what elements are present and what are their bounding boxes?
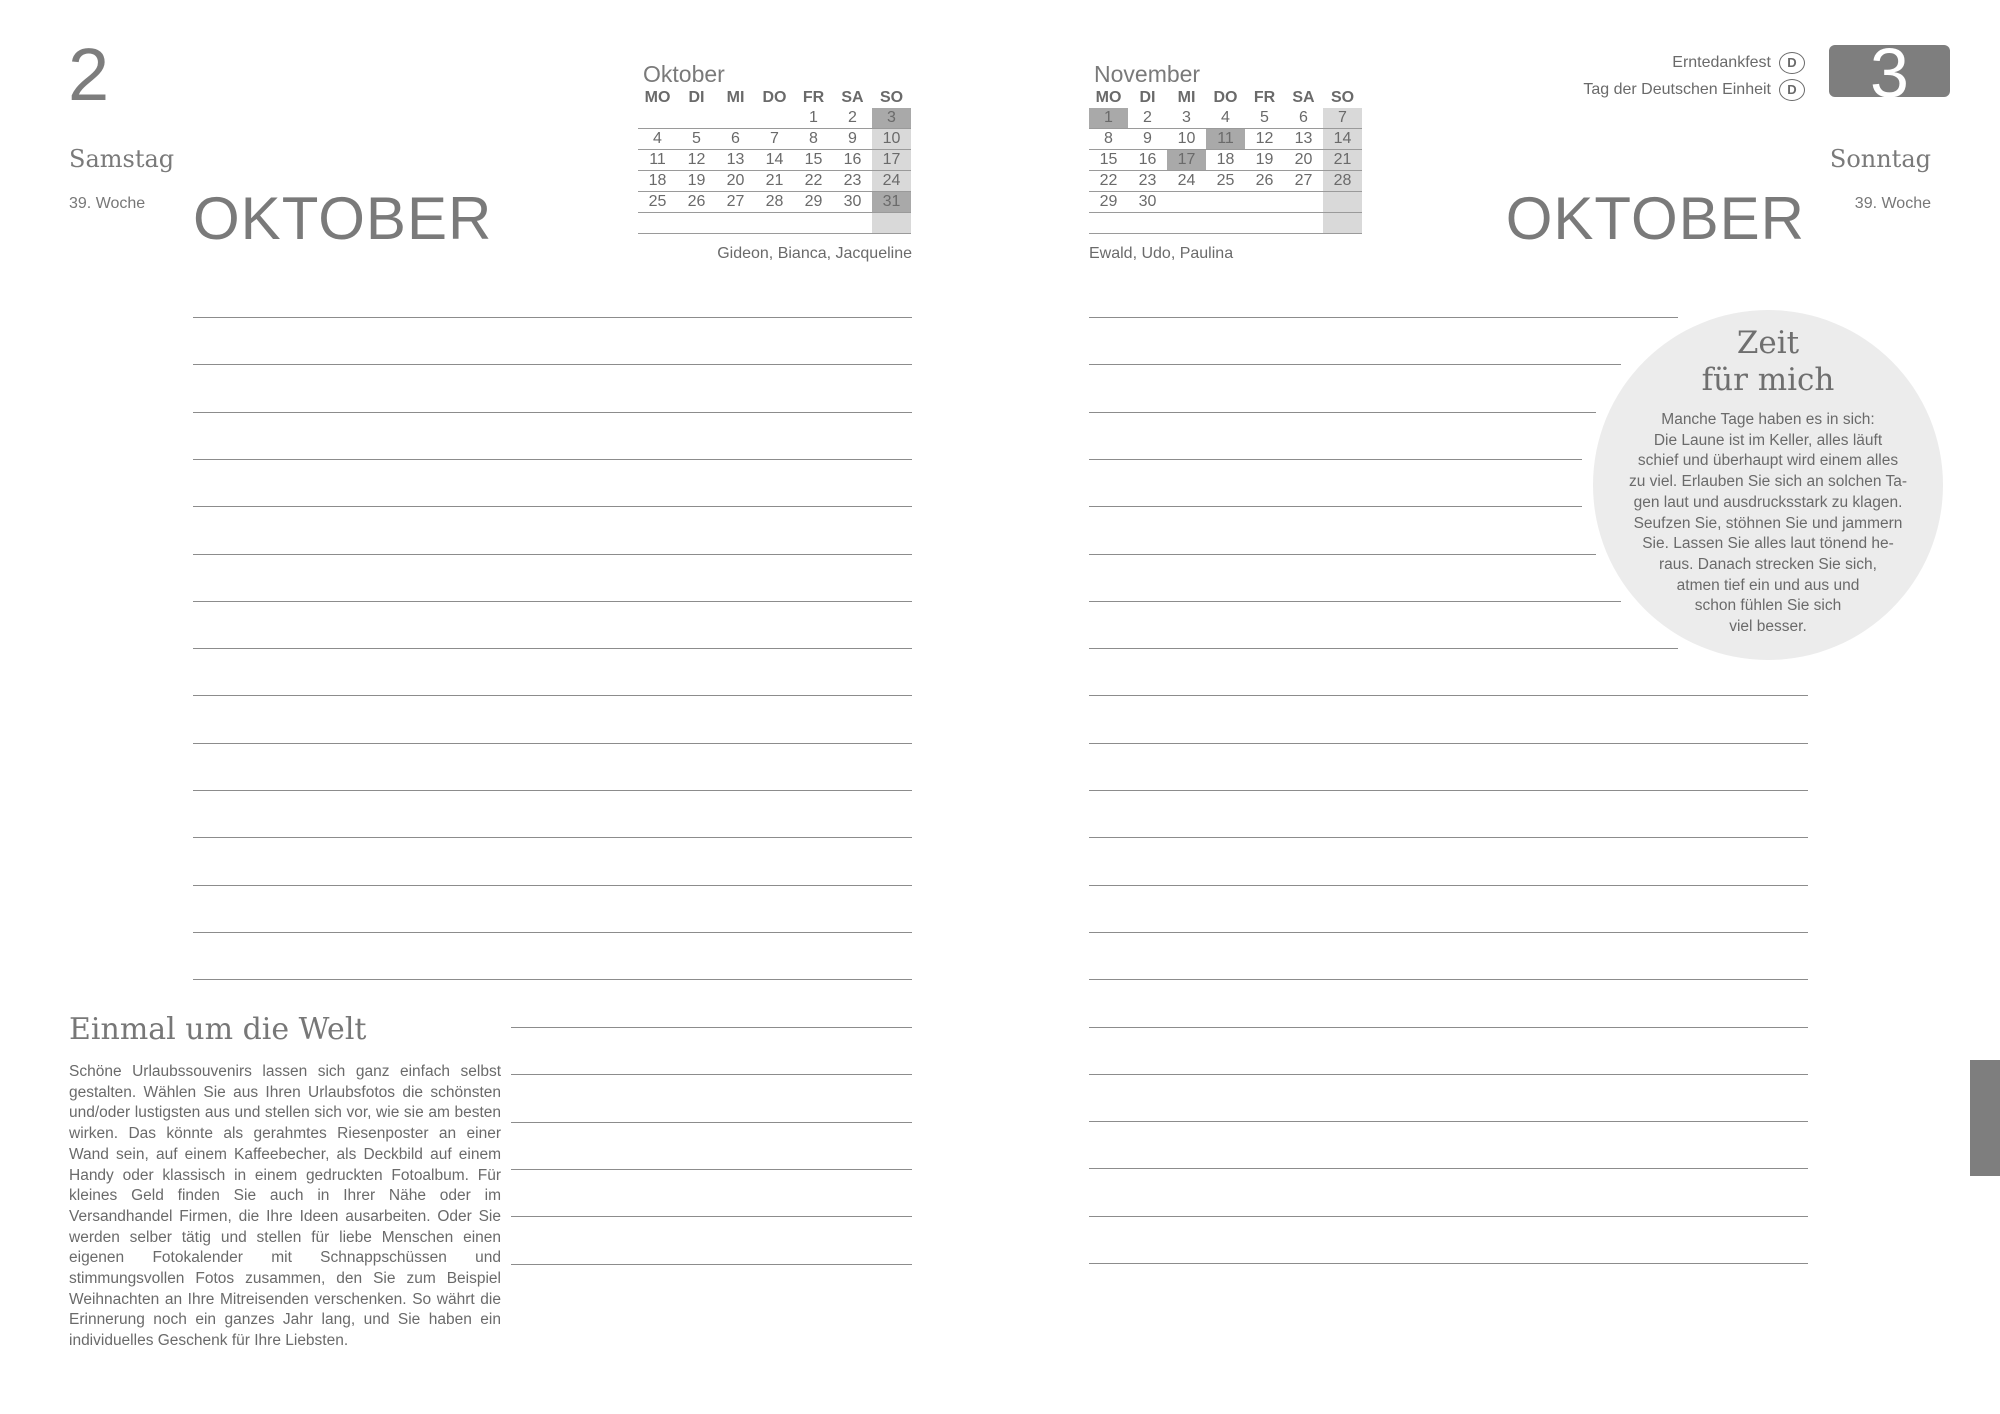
calendar-weekday-label: DI xyxy=(1139,89,1156,106)
writing-line xyxy=(193,648,912,649)
writing-line xyxy=(1089,695,1808,696)
calendar-day-cell xyxy=(638,213,677,234)
holiday-item xyxy=(1583,79,1805,101)
calendar-day-cell: 21 xyxy=(755,171,794,192)
calendar-week-row xyxy=(638,213,911,234)
calendar-weekday-label: SA xyxy=(1292,89,1315,106)
writing-line xyxy=(1089,412,1596,413)
writing-line xyxy=(511,1027,912,1028)
calendar-week-row xyxy=(1089,108,1362,129)
holiday-region-badge: D xyxy=(1779,52,1805,74)
right-month-title: OKTOBER xyxy=(1505,185,1805,252)
holiday-name: Tag der Deutschen Einheit xyxy=(1583,81,1771,99)
calendar-day-cell: 25 xyxy=(1206,171,1245,192)
calendar-day-cell xyxy=(1167,213,1206,234)
calendar-day-cell: 24 xyxy=(872,171,911,192)
calendar-day-cell xyxy=(1245,192,1284,213)
calendar-day-cell: 27 xyxy=(1284,171,1323,192)
calendar-day-cell xyxy=(638,108,677,129)
calendar-day-cell: 19 xyxy=(1245,150,1284,171)
calendar-day-cell: 4 xyxy=(638,129,677,150)
calendar-week-row xyxy=(1089,192,1362,213)
calendar-day-cell: 9 xyxy=(833,129,872,150)
writing-line xyxy=(1089,743,1808,744)
calendar-day-cell: 16 xyxy=(833,150,872,171)
calendar-day-cell: 2 xyxy=(1128,108,1167,129)
right-week-number: 39. Woche xyxy=(1854,195,1931,212)
calendar-day-cell: 16 xyxy=(1128,150,1167,171)
writing-line xyxy=(1089,885,1808,886)
calendar-day-cell xyxy=(1206,192,1245,213)
writing-line xyxy=(193,412,912,413)
left-weekday: Samstag xyxy=(69,145,175,173)
calendar-day-cell: 20 xyxy=(1284,150,1323,171)
writing-line xyxy=(511,1264,912,1265)
calendar-weekday-label: MI xyxy=(1177,89,1196,106)
month-tab-marker xyxy=(1970,1060,2000,1176)
calendar-day-cell: 27 xyxy=(716,192,755,213)
calendar-day-cell xyxy=(1089,213,1128,234)
calendar-weekday-label: FR xyxy=(1253,89,1276,106)
calendar-week-row xyxy=(638,171,911,192)
calendar-day-cell: 24 xyxy=(1167,171,1206,192)
writing-line xyxy=(511,1216,912,1217)
writing-line xyxy=(193,932,912,933)
calendar-day-cell xyxy=(677,108,716,129)
calendar-day-cell: 13 xyxy=(716,150,755,171)
writing-line xyxy=(1089,554,1596,555)
writing-line xyxy=(193,979,912,980)
left-mini-calendar xyxy=(638,88,911,234)
calendar-header-row xyxy=(1089,88,1362,108)
calendar-day-cell xyxy=(1128,213,1167,234)
left-month-title: OKTOBER xyxy=(193,185,493,252)
calendar-day-cell xyxy=(755,213,794,234)
calendar-day-cell: 3 xyxy=(1167,108,1206,129)
calendar-day-cell: 7 xyxy=(1323,108,1362,129)
calendar-day-cell: 17 xyxy=(1167,150,1206,171)
calendar-day-cell: 5 xyxy=(1245,108,1284,129)
left-mini-calendar-title: Oktober xyxy=(643,61,725,87)
feature-title: Einmal um die Welt xyxy=(69,1012,367,1047)
calendar-weekday-label: DO xyxy=(762,89,787,106)
feature-text: Schöne Urlaubssouvenirs lassen sich ganz einfach selbst gestalten. Wählen Sie aus Ihren Urlaubsfotos die schönsten und/oder lustigsten aus und stellen sich vor, wie sie am besten wirken. Das könnte als gerahmtes Riesenposter an einer Wand sein, auf einem Kaffeebecher, als Deckbild auf einem Handy oder klassisch in einem gedruckten Fotoalbum. Für kleines Geld finden Sie auch in Ihrer Nähe oder im Versandhandel Firmen, die Ihre Ideen ausarbeiten. Oder Sie werden selber tätig und stellen für liebe Menschen einen eigenen Fotokalender mit Schnappschüssen und stimmungsvollen Fotos zusammen, den Sie zum Beispiel Weihnachten an Ihre Mitreisenden verschenken. So währt die Erinnerung noch ein ganzes Jahr lang, und Sie haben ein individuelles Geschenk für Ihre Liebsten. xyxy=(69,1063,501,1350)
writing-line xyxy=(193,459,912,460)
writing-line xyxy=(1089,1074,1808,1075)
calendar-day-cell: 2 xyxy=(833,108,872,129)
calendar-day-cell: 5 xyxy=(677,129,716,150)
tip-title xyxy=(1593,325,1943,399)
writing-line xyxy=(511,1169,912,1170)
calendar-weekday-label: DI xyxy=(688,89,705,106)
calendar-day-cell: 6 xyxy=(716,129,755,150)
calendar-day-cell: 1 xyxy=(794,108,833,129)
calendar-day-cell: 9 xyxy=(1128,129,1167,150)
calendar-day-cell: 29 xyxy=(1089,192,1128,213)
calendar-day-cell: 26 xyxy=(677,192,716,213)
calendar-day-cell: 18 xyxy=(638,171,677,192)
writing-line xyxy=(1089,317,1678,318)
writing-line xyxy=(1089,932,1808,933)
calendar-week-row xyxy=(1089,129,1362,150)
calendar-day-cell: 20 xyxy=(716,171,755,192)
calendar-day-cell: 30 xyxy=(833,192,872,213)
calendar-week-row xyxy=(1089,150,1362,171)
writing-line xyxy=(511,1074,912,1075)
calendar-day-cell: 10 xyxy=(1167,129,1206,150)
calendar-day-cell: 12 xyxy=(1245,129,1284,150)
calendar-day-cell xyxy=(794,213,833,234)
calendar-day-cell: 29 xyxy=(794,192,833,213)
writing-line xyxy=(1089,601,1621,602)
writing-line xyxy=(1089,979,1808,980)
calendar-weekday-label: SO xyxy=(1330,89,1355,106)
calendar-day-cell: 21 xyxy=(1323,150,1362,171)
calendar-day-cell: 28 xyxy=(755,192,794,213)
calendar-day-cell xyxy=(716,108,755,129)
writing-line xyxy=(193,790,912,791)
calendar-week-row xyxy=(1089,171,1362,192)
writing-line xyxy=(1089,1027,1808,1028)
calendar-day-cell xyxy=(677,213,716,234)
calendar-day-cell: 15 xyxy=(794,150,833,171)
writing-line xyxy=(1089,1216,1808,1217)
calendar-day-cell xyxy=(872,213,911,234)
calendar-day-cell xyxy=(1323,192,1362,213)
writing-line xyxy=(1089,459,1582,460)
calendar-day-cell: 4 xyxy=(1206,108,1245,129)
right-weekday: Sonntag xyxy=(1829,145,1931,173)
calendar-week-row xyxy=(638,192,911,213)
calendar-day-cell xyxy=(716,213,755,234)
writing-line xyxy=(193,506,912,507)
writing-line xyxy=(193,364,912,365)
calendar-day-cell: 22 xyxy=(1089,171,1128,192)
tip-title-line: Zeit xyxy=(1736,325,1800,361)
writing-line xyxy=(193,601,912,602)
writing-line xyxy=(1089,648,1678,649)
calendar-weekday-label: MO xyxy=(1095,89,1122,106)
writing-line xyxy=(193,837,912,838)
calendar-weekday-label: SO xyxy=(879,89,904,106)
calendar-day-cell xyxy=(833,213,872,234)
calendar-day-cell xyxy=(1206,213,1245,234)
calendar-day-cell: 19 xyxy=(677,171,716,192)
calendar-day-cell xyxy=(1284,213,1323,234)
holiday-region-badge: D xyxy=(1779,79,1805,101)
calendar-day-cell: 8 xyxy=(1089,129,1128,150)
calendar-day-cell: 23 xyxy=(833,171,872,192)
calendar-day-cell: 7 xyxy=(755,129,794,150)
calendar-day-cell xyxy=(1323,213,1362,234)
calendar-week-row xyxy=(638,129,911,150)
writing-line xyxy=(1089,1121,1808,1122)
tip-title-line: für mich xyxy=(1701,362,1835,398)
writing-line xyxy=(1089,837,1808,838)
calendar-weekday-label: MI xyxy=(726,89,745,106)
calendar-weekday-label: FR xyxy=(802,89,825,106)
writing-line xyxy=(511,1122,912,1123)
calendar-week-row xyxy=(1089,213,1362,234)
calendar-weekday-label: DO xyxy=(1213,89,1238,106)
calendar-day-cell: 17 xyxy=(872,150,911,171)
left-week-number: 39. Woche xyxy=(69,195,146,212)
right-name-days: Ewald, Udo, Paulina xyxy=(1089,245,1234,262)
calendar-day-cell: 26 xyxy=(1245,171,1284,192)
calendar-week-row xyxy=(638,108,911,129)
writing-line xyxy=(1089,790,1808,791)
calendar-day-cell: 11 xyxy=(1206,129,1245,150)
calendar-day-cell xyxy=(755,108,794,129)
left-name-days: Gideon, Bianca, Jacqueline xyxy=(717,245,912,262)
calendar-day-cell: 25 xyxy=(638,192,677,213)
writing-line xyxy=(1089,1168,1808,1169)
calendar-day-cell: 10 xyxy=(872,129,911,150)
writing-line xyxy=(193,885,912,886)
calendar-day-cell: 28 xyxy=(1323,171,1362,192)
calendar-day-cell: 14 xyxy=(1323,129,1362,150)
calendar-day-cell: 30 xyxy=(1128,192,1167,213)
calendar-weekday-label: SA xyxy=(841,89,864,106)
calendar-day-cell xyxy=(1284,192,1323,213)
right-mini-calendar xyxy=(1089,88,1362,234)
calendar-day-cell: 18 xyxy=(1206,150,1245,171)
calendar-day-cell: 6 xyxy=(1284,108,1323,129)
right-day-number: 3 xyxy=(1870,34,1909,112)
writing-line xyxy=(1089,506,1582,507)
calendar-day-cell: 8 xyxy=(794,129,833,150)
calendar-day-cell: 31 xyxy=(872,192,911,213)
calendar-day-cell: 22 xyxy=(794,171,833,192)
writing-line xyxy=(193,743,912,744)
calendar-week-row xyxy=(638,150,911,171)
writing-line xyxy=(193,317,912,318)
calendar-day-cell xyxy=(1245,213,1284,234)
calendar-day-cell: 14 xyxy=(755,150,794,171)
calendar-day-cell: 11 xyxy=(638,150,677,171)
calendar-header-row xyxy=(638,88,911,108)
writing-line xyxy=(1089,364,1621,365)
calendar-weekday-label: MO xyxy=(644,89,671,106)
writing-line xyxy=(1089,1263,1808,1264)
holiday-name: Erntedankfest xyxy=(1672,54,1771,72)
calendar-day-cell: 12 xyxy=(677,150,716,171)
calendar-day-cell xyxy=(1167,192,1206,213)
calendar-day-cell: 3 xyxy=(872,108,911,129)
calendar-day-cell: 13 xyxy=(1284,129,1323,150)
calendar-day-cell: 1 xyxy=(1089,108,1128,129)
holiday-item xyxy=(1672,52,1805,74)
calendar-day-cell: 15 xyxy=(1089,150,1128,171)
calendar-day-cell: 23 xyxy=(1128,171,1167,192)
writing-line xyxy=(193,554,912,555)
tip-text: Manche Tage haben es in sich: Die Laune ist im Keller, alles läuft schief und überhaupt wird einem alles zu viel. Erlauben Sie sich an solchen Ta- gen laut und ausdrucksstark zu klagen. Seufzen Sie, stöhnen Sie und jammern Sie. Lassen Sie alles laut tönend he- raus. Danach strecken Sie sich, atmen tief ein und aus und schon fühlen Sie sich viel besser. xyxy=(1628,411,1907,636)
writing-line xyxy=(193,695,912,696)
left-day-number: 2 xyxy=(68,33,110,116)
right-mini-calendar-title: November xyxy=(1094,61,1201,87)
